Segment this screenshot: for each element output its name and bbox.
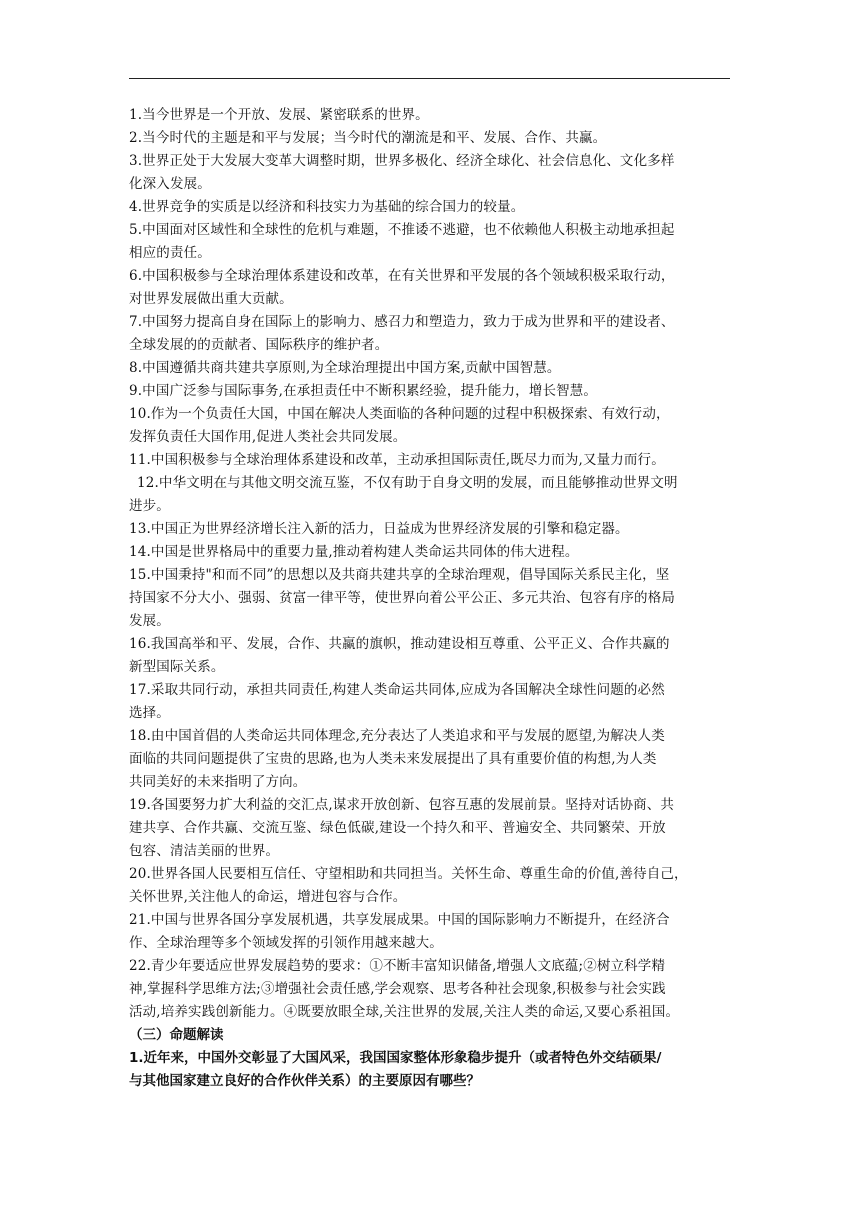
point-line: 新型国际关系。: [129, 659, 225, 675]
point-line: 活动,培养实践创新能力。④既要放眼全球,关注世界的发展,关注人类的命运,又要心系祖国。: [129, 1004, 680, 1020]
point-item: [129, 679, 741, 725]
point-line: 18.由中国首倡的人类命运共同体理念,充分表达了人类追求和平与发展的愿望,为解决人类: [129, 728, 665, 744]
point-line: 选择。: [129, 705, 170, 721]
point-line: 建共享、合作共赢、交流互鉴、绿色低碳,建设一个持久和平、普遍安全、共同繁荣、开放: [129, 820, 666, 836]
point-line: 8.中国遵循共商共建共享原则,为全球治理提出中国方案,贡献中国智慧。: [129, 360, 561, 376]
point-line: 共同美好的未来指明了方向。: [129, 774, 307, 790]
point-line: 化深入发展。: [129, 176, 211, 192]
points-list: [129, 104, 741, 1024]
point-item: [129, 564, 741, 633]
point-item: [129, 725, 741, 794]
point-line: 10.作为一个负责任大国，中国在解决人类面临的各种问题的过程中积极探索、有效行动，: [129, 406, 670, 422]
point-line: 14.中国是世界格局中的重要力量,推动着构建人类命运共同体的伟大进程。: [129, 544, 579, 560]
point-item: [129, 196, 741, 219]
point-item: [129, 541, 741, 564]
point-line: 发挥负责任大国作用,促进人类社会共同发展。: [129, 429, 407, 445]
point-line: 15.中国秉持"和而不同”的思想以及共商共建共享的全球治理观，倡导国际关系民主化，坚: [129, 567, 670, 583]
document-body: [129, 104, 741, 1093]
point-item: [129, 357, 741, 380]
question-line: 与其他国家建立良好的合作伙伴关系）的主要原因有哪些？: [129, 1073, 480, 1089]
point-item: [129, 265, 741, 311]
point-line: 持国家不分大小、强弱、贫富一律平等，使世界向着公平公正、多元共治、包容有序的格局: [129, 590, 675, 606]
point-line: 发展。: [129, 613, 170, 629]
header-rule: [129, 78, 730, 79]
point-line: 3.世界正处于大发展大变革大调整时期，世界多极化、经济全球化、社会信息化、文化多样: [129, 153, 675, 169]
point-item: [129, 150, 741, 196]
question-line: 1.近年来，中国外交彰显了大国风采，我国国家整体形象稳步提升（或者特色外交结硕果/: [129, 1050, 662, 1066]
section-heading: （三）命题解读: [129, 1027, 224, 1043]
point-line: 关怀世界,关注他人的命运，增进包容与合作。: [129, 889, 407, 905]
point-item: [129, 909, 741, 955]
point-item: [129, 794, 741, 863]
point-item: [129, 472, 741, 518]
point-line: 7.中国努力提高自身在国际上的影响力、感召力和塑造力，致力于成为世界和平的建设者、: [129, 314, 675, 330]
point-line: 11.中国积极参与全球治理体系建设和改革，主动承担国际责任,既尽力而为,又量力而行。: [129, 452, 665, 468]
point-item: [129, 380, 741, 403]
point-item: [129, 403, 741, 449]
point-item: [129, 633, 741, 679]
point-line: 4.世界竞争的实质是以经济和科技实力为基础的综合国力的较量。: [129, 199, 525, 215]
point-line: 21.中国与世界各国分享发展机遇，共享发展成果。中国的国际影响力不断提升，在经济合: [129, 912, 670, 928]
point-item: [129, 449, 741, 472]
point-line: 6.中国积极参与全球治理体系建设和改革，在有关世界和平发展的各个领域积极采取行动，: [129, 268, 675, 284]
point-line: 9.中国广泛参与国际事务,在承担责任中不断积累经验，提升能力，增长智慧。: [129, 383, 598, 399]
point-item: [129, 104, 741, 127]
point-line: 全球发展的的贡献者、国际秩序的维护者。: [129, 337, 389, 353]
question-text: [129, 1047, 741, 1093]
point-line: 19.各国要努力扩大利益的交汇点,谋求开放创新、包容互惠的发展前景。坚持对话协商、共: [129, 797, 675, 813]
point-line: 面临的共同问题提供了宝贵的思路,也为人类未来发展提出了具有重要价值的构想,为人类: [129, 751, 657, 767]
point-line: 相应的责任。: [129, 245, 211, 261]
point-line: 1.当今世界是一个开放、发展、紧密联系的世界。: [129, 107, 429, 123]
point-line: 2.当今时代的主题是和平与发展；当今时代的潮流是和平、发展、合作、共赢。: [129, 130, 607, 146]
point-item: [129, 219, 741, 265]
point-line: 13.中国正为世界经济增长注入新的活力，日益成为世界经济发展的引擎和稳定器。: [129, 521, 629, 537]
point-line: 作、全球治理等多个领域发挥的引领作用越来越大。: [129, 935, 443, 951]
point-item: [129, 863, 741, 909]
point-line: 对世界发展做出重大贡献。: [129, 291, 293, 307]
point-line: 16.我国高举和平、发展，合作、共赢的旗帜，推动建设相互尊重、公平正义、合作共赢的: [129, 636, 670, 652]
point-line: 进步。: [129, 498, 170, 514]
point-line: 17.采取共同行动，承担共同责任,构建人类命运共同体,应成为各国解决全球性问题的必然: [129, 682, 665, 698]
point-item: [129, 127, 741, 150]
point-item: [129, 955, 741, 1024]
point-line: 神,掌握科学思维方法;③增强社会责任感,学会观察、思考各种社会现象,积极参与社会实践: [129, 981, 666, 997]
point-item: [129, 311, 741, 357]
point-line: 20.世界各国人民要相互信任、守望相助和共同担当。关怀生命、尊重生命的价值,善待自己，: [129, 866, 688, 882]
point-line: 22.青少年要适应世界发展趋势的要求：①不断丰富知识储备,增强人文底蕴;②树立科学精: [129, 958, 666, 974]
point-line: 5.中国面对区域性和全球性的危机与难题，不推诿不逃避，也不依赖他人积极主动地承担起: [129, 222, 675, 238]
point-item: [129, 518, 741, 541]
point-line: 12.中华文明在与其他文明交流互鉴，不仅有助于自身文明的发展，而且能够推动世界文明: [137, 475, 678, 491]
point-line: 包容、清洁美丽的世界。: [129, 843, 280, 859]
